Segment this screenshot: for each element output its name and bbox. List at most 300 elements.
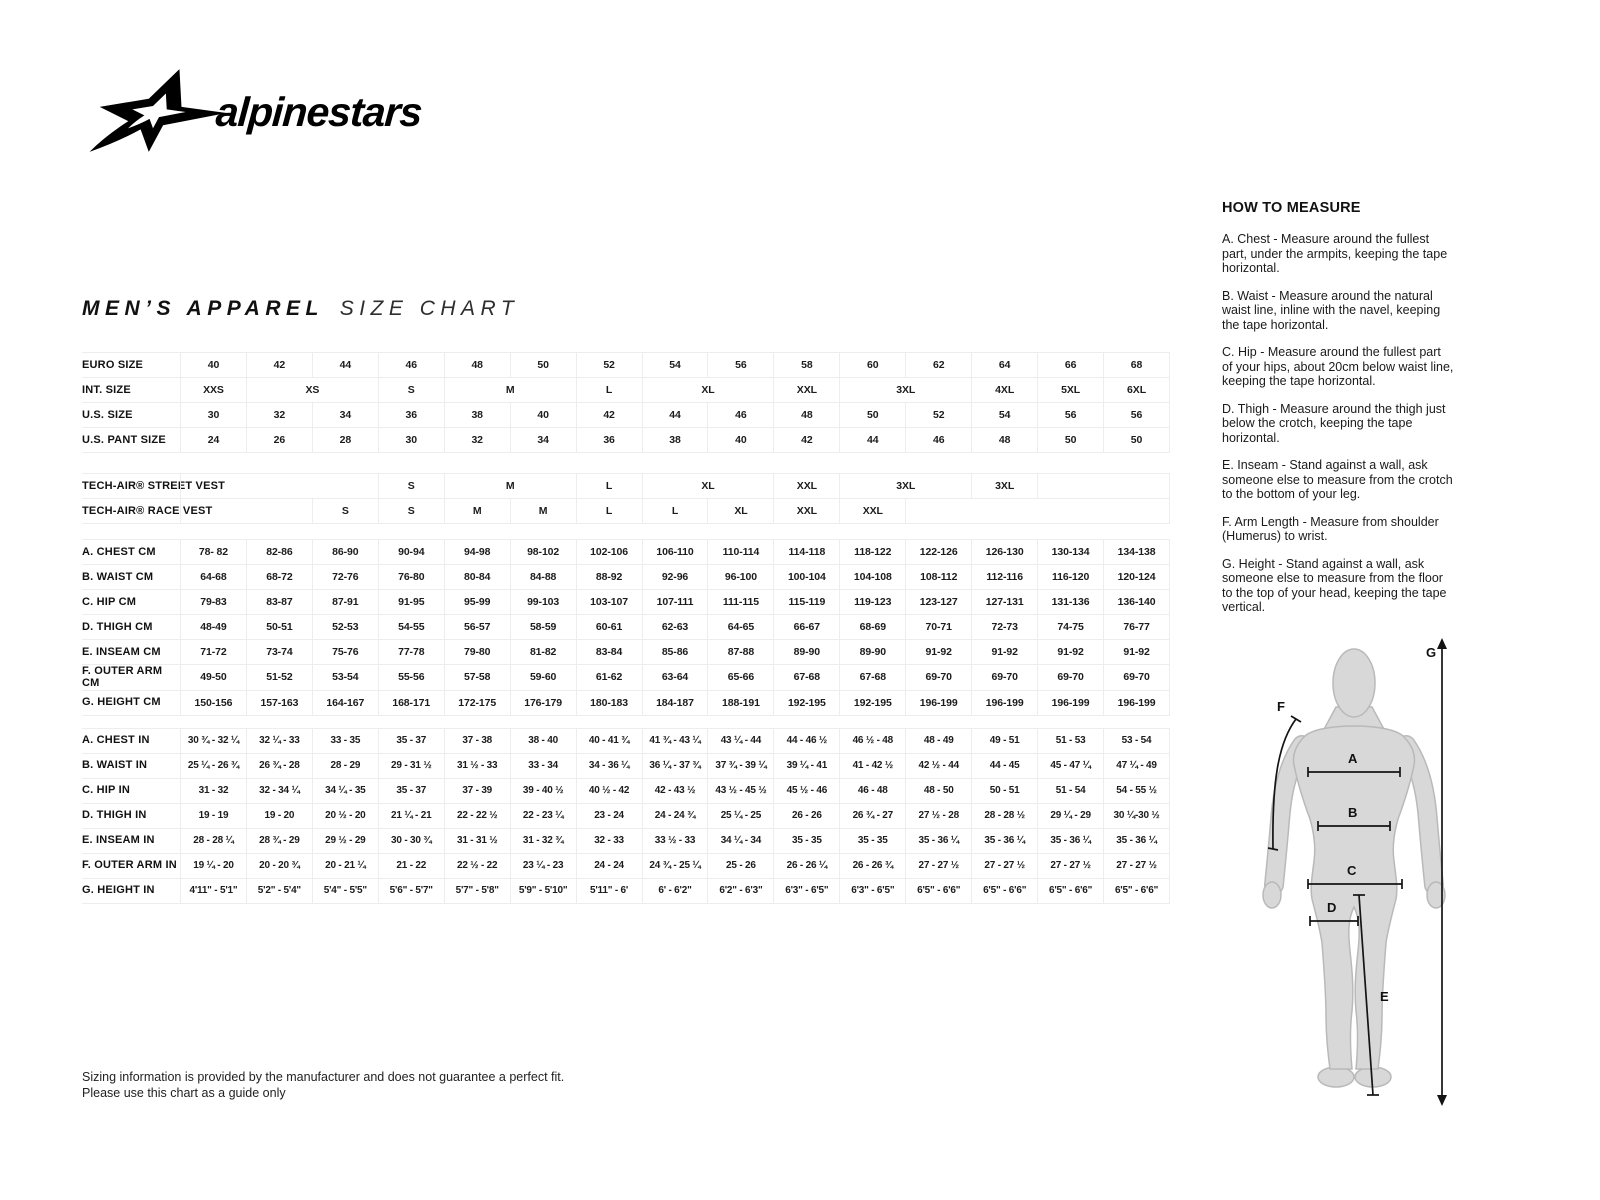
row-cells [180,829,1170,853]
size-cell: 72-73 [972,615,1038,639]
size-cell: 33 - 35 [313,729,379,753]
size-cell: 91-92 [906,640,972,664]
size-cell: 69-70 [906,665,972,690]
measure-instruction: C. Hip - Measure around the fullest part of your hips, about 20cm below waist line, keeping the tape horizontal. [1222,345,1454,388]
size-cell: 21 ¼ - 21 [379,804,445,828]
size-cell: 94-98 [445,540,511,564]
row-label: A. CHEST CM [82,545,156,558]
size-cell: 100-104 [774,565,840,589]
table-row [82,640,1170,665]
size-cell: 4'11" - 5'1" [181,879,247,903]
figure-label-thigh: D [1327,900,1337,915]
size-cell: 50-51 [247,615,313,639]
size-cell: 54 [643,353,709,377]
size-cell: 48 [972,428,1038,452]
size-cell: 25 ¼ - 26 ¾ [181,754,247,778]
size-cell: 50 [840,403,906,427]
size-cell: 40 [708,428,774,452]
size-cell: 78- 82 [181,540,247,564]
size-cell: 30 - 30 ¾ [379,829,445,853]
size-cell: 34 [313,403,379,427]
measure-instruction: D. Thigh - Measure around the thigh just below the crotch, keeping the tape horizontal. [1222,401,1446,445]
size-cell: 46 [708,403,774,427]
row-cells [180,499,1170,523]
size-cell: 30 [181,403,247,427]
size-cell: 28 - 28 ½ [972,804,1038,828]
row-cells [180,754,1170,778]
size-cell: 35 - 36 ¼ [972,829,1038,853]
size-cell: 31 - 32 ¾ [511,829,577,853]
row-label: D. THIGH IN [82,809,147,822]
size-cell: 130-134 [1038,540,1104,564]
size-cell: XXS [181,378,247,402]
size-cell: 43 ½ - 45 ½ [708,779,774,803]
table-row [82,474,1170,499]
size-cell: 31 - 32 [181,779,247,803]
height-arrow-top [1437,638,1447,649]
size-cell: XL [643,474,775,498]
size-cell: L [643,499,709,523]
size-cell: 85-86 [643,640,709,664]
size-cell: 52-53 [313,615,379,639]
size-cell: 62-63 [643,615,709,639]
size-cell: 35 - 35 [840,829,906,853]
size-cell: 36 [379,403,445,427]
size-cell: 54 [972,403,1038,427]
size-cell: 123-127 [906,590,972,614]
size-cell: 126-130 [972,540,1038,564]
size-cell: 42 [774,428,840,452]
size-cell: 44 - 45 [972,754,1038,778]
size-cell: 38 [445,403,511,427]
size-cell: 89-90 [840,640,906,664]
size-cell: 56-57 [445,615,511,639]
size-cell: 6' - 6'2" [643,879,709,903]
silhouette-head [1333,649,1375,717]
size-cell: 36 [577,428,643,452]
size-cell: 45 - 47 ¼ [1038,754,1104,778]
size-cell: 22 - 22 ½ [445,804,511,828]
size-cell: 52 [577,353,643,377]
size-cell: 111-115 [708,590,774,614]
size-cell: 50 [511,353,577,377]
page-title [82,297,519,321]
size-cell: XL [643,378,775,402]
row-label: A. CHEST IN [82,734,150,747]
size-cell: 52 [906,403,972,427]
table-row [82,779,1170,804]
size-cell: 76-77 [1104,615,1170,639]
size-cell: 76-80 [379,565,445,589]
size-cell: 180-183 [577,691,643,715]
row-label: F. OUTER ARM IN [82,859,177,872]
size-cell: 23 ¼ - 23 [511,854,577,878]
size-cell: 99-103 [511,590,577,614]
row-cells [180,804,1170,828]
size-cell: 56 [1104,403,1170,427]
size-cell: 28 - 28 ¼ [181,829,247,853]
row-cells [180,729,1170,753]
size-cell: 46 [379,353,445,377]
size-cell: 24 [181,428,247,452]
size-cell: 34 - 36 ¼ [577,754,643,778]
size-cell: 104-108 [840,565,906,589]
size-cell: 122-126 [906,540,972,564]
size-cell: 196-199 [906,691,972,715]
row-cells [180,879,1170,903]
size-cell: 40 - 41 ¾ [577,729,643,753]
row-cells [180,640,1170,664]
row-label: B. WAIST IN [82,759,148,772]
size-cell: 36 ¼ - 37 ¾ [643,754,709,778]
size-cell: 110-114 [708,540,774,564]
row-cells [180,691,1170,715]
size-cell [181,499,313,523]
table-row [82,353,1170,378]
size-cell: L [577,474,643,498]
size-cell: 46 [906,428,972,452]
row-cells [180,615,1170,639]
size-cell: 31 ½ - 33 [445,754,511,778]
size-cell: 23 - 24 [577,804,643,828]
size-cell: 42 [247,353,313,377]
size-cell: 58 [774,353,840,377]
size-cell: 25 ¼ - 25 [708,804,774,828]
size-cell: 106-110 [643,540,709,564]
size-cell: 26 ¾ - 28 [247,754,313,778]
figure-label-chest: A [1348,751,1358,766]
size-cell: 40 [181,353,247,377]
row-label: F. OUTER ARM CM [82,665,163,690]
size-cell: 75-76 [313,640,379,664]
row-cells [180,665,1170,690]
size-cell: 19 ¼ - 20 [181,854,247,878]
size-cell: 43 ¼ - 44 [708,729,774,753]
size-cell: 20 - 20 ¾ [247,854,313,878]
size-cell: M [445,474,577,498]
row-cells [180,540,1170,564]
size-cell: M [445,378,577,402]
size-cell: 48 - 49 [906,729,972,753]
size-cell: 51 - 54 [1038,779,1104,803]
row-cells [180,779,1170,803]
size-cell: 4XL [972,378,1038,402]
size-cell: 86-90 [313,540,379,564]
size-cell: 83-87 [247,590,313,614]
table-row [82,729,1170,754]
size-cell: S [379,499,445,523]
size-cell: XS [247,378,379,402]
size-cell: 3XL [972,474,1038,498]
size-cell: 116-120 [1038,565,1104,589]
row-label: TECH-AIR® RACE VEST [82,504,213,517]
size-cell: 5'11" - 6' [577,879,643,903]
size-cell: 81-82 [511,640,577,664]
size-cell: 89-90 [774,640,840,664]
row-cells [180,590,1170,614]
size-cell: 41 - 42 ½ [840,754,906,778]
size-cell: 46 ½ - 48 [840,729,906,753]
size-cell: 5'9" - 5'10" [511,879,577,903]
table-row [82,754,1170,779]
size-cell: 39 ¼ - 41 [774,754,840,778]
measure-instruction: F. Arm Length - Measure from shoulder (Humerus) to wrist. [1222,514,1439,543]
row-label: D. THIGH CM [82,620,153,633]
size-cell: 22 - 23 ¼ [511,804,577,828]
size-cell: 42 ½ - 44 [906,754,972,778]
size-cell: 70-71 [906,615,972,639]
size-cell: 48 [774,403,840,427]
size-cell: 82-86 [247,540,313,564]
size-cell: 42 [577,403,643,427]
size-cell: 61-62 [577,665,643,690]
size-cell: 6'2" - 6'3" [708,879,774,903]
size-cell: 5XL [1038,378,1104,402]
size-cell: 5'2" - 5'4" [247,879,313,903]
row-label: EURO SIZE [82,358,144,371]
size-cell: 65-66 [708,665,774,690]
size-cell: 62 [906,353,972,377]
size-cell: S [379,474,445,498]
size-cell: 34 [511,428,577,452]
size-cell: 42 - 43 ½ [643,779,709,803]
size-cell: 27 - 27 ½ [1038,854,1104,878]
size-cell: 30 ¼-30 ½ [1104,804,1170,828]
size-cell: 24 - 24 [577,854,643,878]
size-cell: 26 - 26 ¾ [840,854,906,878]
table-row [82,854,1170,879]
size-cell: M [511,499,577,523]
size-cell: 35 - 37 [379,729,445,753]
size-cell: 196-199 [1038,691,1104,715]
size-cell: 98-102 [511,540,577,564]
table-row [82,565,1170,590]
how-to-measure-title: HOW TO MEASURE [1222,200,1361,216]
size-cell: 91-92 [1038,640,1104,664]
size-cell: 44 [643,403,709,427]
size-cell: 3XL [840,474,972,498]
size-cell: 136-140 [1104,590,1170,614]
size-cell [181,474,379,498]
size-cell: 92-96 [643,565,709,589]
size-cell: 38 [643,428,709,452]
table-row [82,691,1170,716]
size-cell: 164-167 [313,691,379,715]
size-cell: 32 [445,428,511,452]
size-cell: 56 [708,353,774,377]
size-cell: 118-122 [840,540,906,564]
size-cell: 53 - 54 [1104,729,1170,753]
size-cell: 64-68 [181,565,247,589]
size-cell: 196-199 [1104,691,1170,715]
size-cell: 26 [247,428,313,452]
size-cell: 67-68 [774,665,840,690]
size-cell: 48 - 50 [906,779,972,803]
size-cell: 29 ¼ - 29 [1038,804,1104,828]
size-cell: 40 ½ - 42 [577,779,643,803]
size-cell: 48-49 [181,615,247,639]
table-row [82,540,1170,565]
size-cell: 27 - 27 ½ [972,854,1038,878]
size-cell: 53-54 [313,665,379,690]
size-cell: 44 [840,428,906,452]
size-cell: 54 - 55 ½ [1104,779,1170,803]
measure-instruction: E. Inseam - Stand against a wall, ask someone else to measure from the crotch to the bottom of your leg. [1222,458,1453,501]
size-cell: 3XL [840,378,972,402]
size-cell: 87-88 [708,640,774,664]
row-label: C. HIP IN [82,784,131,797]
disclaimer [82,1069,564,1102]
size-cell: 90-94 [379,540,445,564]
size-table [82,352,1170,904]
row-cells [180,378,1170,402]
row-label: U.S. PANT SIZE [82,433,166,446]
size-cell: 46 - 48 [840,779,906,803]
figure-label-inseam: E [1380,989,1389,1004]
size-cell: 127-131 [972,590,1038,614]
size-cell: 196-199 [972,691,1038,715]
size-cell: 157-163 [247,691,313,715]
size-cell: XXL [840,499,906,523]
size-cell: 57-58 [445,665,511,690]
row-label: TECH-AIR® STREET VEST [82,479,226,492]
size-cell: 102-106 [577,540,643,564]
size-cell: 64-65 [708,615,774,639]
row-cells [180,565,1170,589]
size-cell: 56 [1038,403,1104,427]
size-cell: 21 - 22 [379,854,445,878]
row-label: E. INSEAM CM [82,645,161,658]
row-label: U.S. SIZE [82,408,133,421]
size-cell: 108-112 [906,565,972,589]
how-to-measure-panel [1222,200,1454,628]
size-cell: XXL [774,474,840,498]
table-row [82,829,1170,854]
size-cell [906,499,1170,523]
silhouette-body [1293,726,1414,1069]
size-cell: 6XL [1104,378,1170,402]
size-cell: 45 ½ - 46 [774,779,840,803]
size-cell: 5'6" - 5'7" [379,879,445,903]
size-cell: M [445,499,511,523]
table-row [82,499,1170,524]
size-cell: 91-92 [972,640,1038,664]
size-cell: 6'5" - 6'6" [1038,879,1104,903]
table-group-cm [82,539,1170,716]
size-cell: 59-60 [511,665,577,690]
size-cell: 87-91 [313,590,379,614]
size-cell: 192-195 [774,691,840,715]
disclaimer-line-1: Sizing information is provided by the manufacturer and does not guarantee a perfect fit. [82,1070,565,1084]
size-cell: 103-107 [577,590,643,614]
size-cell: XL [708,499,774,523]
row-label: INT. SIZE [82,383,131,396]
size-cell: 131-136 [1038,590,1104,614]
size-cell: 5'4" - 5'5" [313,879,379,903]
size-cell: 91-92 [1104,640,1170,664]
size-cell: 50 [1038,428,1104,452]
table-row [82,378,1170,403]
size-cell: S [313,499,379,523]
size-cell: 120-124 [1104,565,1170,589]
size-cell: 84-88 [511,565,577,589]
size-cell: 47 ¼ - 49 [1104,754,1170,778]
size-cell: 54-55 [379,615,445,639]
size-cell: 28 - 29 [313,754,379,778]
size-cell: 26 ¾ - 27 [840,804,906,828]
row-cells [180,474,1170,498]
size-cell: 68 [1104,353,1170,377]
title-main: MEN’S APPAREL [82,297,324,320]
size-cell: 107-111 [643,590,709,614]
size-cell: 71-72 [181,640,247,664]
size-cell: 29 - 31 ½ [379,754,445,778]
size-cell: 37 - 39 [445,779,511,803]
row-label: C. HIP CM [82,595,137,608]
size-cell: 29 ½ - 29 [313,829,379,853]
size-cell: 35 - 37 [379,779,445,803]
size-cell: 25 - 26 [708,854,774,878]
alpinestars-logo [84,66,422,158]
silhouette-foot-left [1318,1067,1354,1087]
measure-instruction: A. Chest - Measure around the fullest part, under the armpits, keeping the tape horizontal. [1222,232,1448,275]
row-label: G. HEIGHT CM [82,696,161,709]
size-cell: 115-119 [774,590,840,614]
size-cell: 66 [1038,353,1104,377]
size-cell: 51-52 [247,665,313,690]
size-cell: 28 ¾ - 29 [247,829,313,853]
size-cell: 6'5" - 6'6" [906,879,972,903]
row-cells [180,854,1170,878]
table-row [82,403,1170,428]
how-to-measure-list [1222,232,1454,615]
size-cell: 69-70 [1104,665,1170,690]
size-cell: 72-76 [313,565,379,589]
size-cell: 32 [247,403,313,427]
disclaimer-line-2: Please use this chart as a guide only [82,1086,286,1101]
size-cell: 32 - 33 [577,829,643,853]
alpinestars-star-icon [84,66,234,158]
size-cell: 26 - 26 ¼ [774,854,840,878]
size-cell: 150-156 [181,691,247,715]
figure-label-height: G [1426,645,1437,660]
size-cell: XXL [774,499,840,523]
size-cell: 50 - 51 [972,779,1038,803]
size-cell: 79-80 [445,640,511,664]
size-cell: 49 - 51 [972,729,1038,753]
size-cell: 49-50 [181,665,247,690]
size-cell: 5'7" - 5'8" [445,879,511,903]
size-cell: 69-70 [1038,665,1104,690]
size-cell: 35 - 36 ¼ [906,829,972,853]
size-cell: 73-74 [247,640,313,664]
size-cell: 31 - 31 ½ [445,829,511,853]
table-row [82,665,1170,691]
size-cell: 20 ½ - 20 [313,804,379,828]
size-cell [1038,474,1170,498]
size-cell: 88-92 [577,565,643,589]
size-cell: 134-138 [1104,540,1170,564]
size-cell: 192-195 [840,691,906,715]
row-label: B. WAIST CM [82,570,154,583]
size-cell: 91-95 [379,590,445,614]
size-cell: 79-83 [181,590,247,614]
row-cells [180,353,1170,377]
size-cell: 20 - 21 ¼ [313,854,379,878]
size-cell: 63-64 [643,665,709,690]
size-cell: 55-56 [379,665,445,690]
size-cell: 114-118 [774,540,840,564]
